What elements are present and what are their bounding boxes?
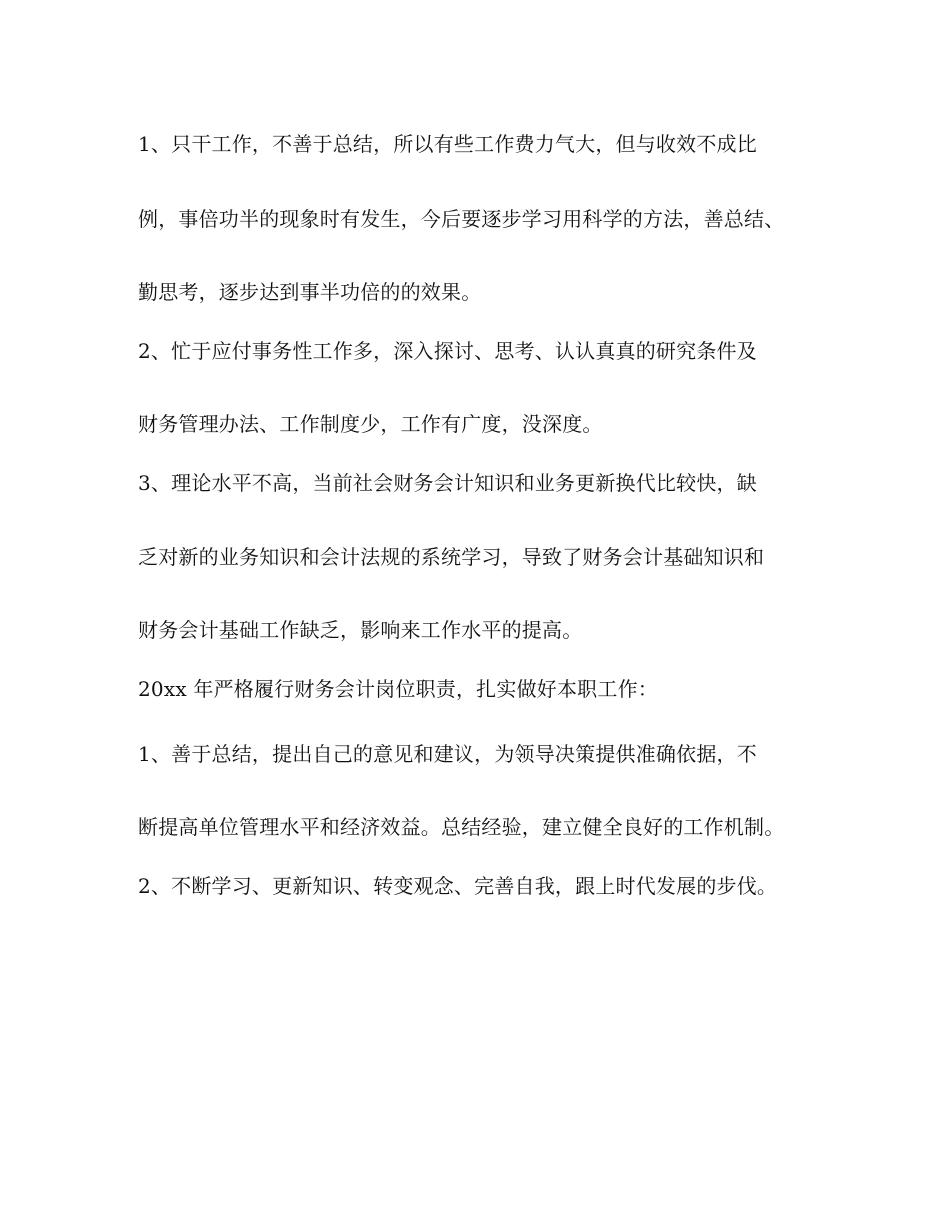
text-line-9: 20xx 年严格履行财务会计岗位职责，扎实做好本职工作： (138, 677, 658, 701)
text-line-4: 2、忙于应付事务性工作多，深入探讨、思考、认认真真的研究条件及 (138, 339, 757, 363)
text-line-10: 1、善于总结，提出自己的意见和建议，为领导决策提供准确依据，不 (138, 742, 757, 766)
text-line-2: 例，事倍功半的现象时有发生，今后要逐步学习用科学的方法，善总结、 (138, 207, 785, 231)
text-line-3: 勤思考，逐步达到事半功倍的的效果。 (138, 280, 482, 304)
text-line-5: 财务管理办法、工作制度少，工作有广度，没深度。 (138, 412, 603, 436)
text-line-1: 1、只干工作，不善于总结，所以有些工作费力气大，但与收效不成比 (138, 132, 757, 156)
text-line-8: 财务会计基础工作缺乏，影响来工作水平的提高。 (138, 618, 583, 642)
text-line-6: 3、理论水平不高，当前社会财务会计知识和业务更新换代比较快，缺 (138, 471, 757, 495)
text-line-7: 乏对新的业务知识和会计法规的系统学习，导致了财务会计基础知识和 (138, 545, 765, 569)
text-line-11: 断提高单位管理水平和经济效益。总结经验，建立健全良好的工作机制。 (138, 815, 785, 839)
text-line-12: 2、不断学习、更新知识、转变观念、完善自我，跟上时代发展的步伐。 (138, 874, 778, 898)
